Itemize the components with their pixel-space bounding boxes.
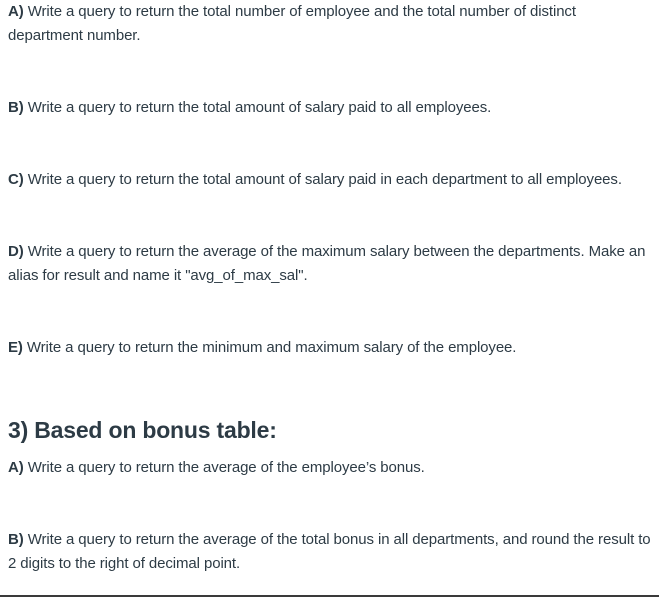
question-text: Write a query to return the minimum and maximum salary of the employee. [22, 339, 517, 356]
question-label: E) [8, 339, 23, 356]
question-label: A) [8, 459, 24, 476]
question-text: Write a query to return the average of the maximum salary between the departments. Make an alias for result and name it "avg_of_max_sal". [8, 243, 646, 284]
question-2c [8, 168, 653, 192]
question-text: Write a query to return the total amount of salary paid to all employees. [23, 99, 492, 116]
question-text: Write a query to return the total amount of salary paid in each department to all employees. [23, 171, 622, 188]
question-3b [8, 528, 653, 576]
question-3a [8, 456, 653, 480]
question-text: Write a query to return the average of the employee’s bonus. [23, 459, 425, 476]
question-2a [8, 0, 653, 48]
question-2b [8, 96, 653, 120]
question-2d [8, 240, 653, 288]
document-body [8, 0, 653, 576]
question-label: C) [8, 171, 24, 188]
question-label: B) [8, 531, 24, 548]
question-2e [8, 336, 653, 360]
question-text: Write a query to return the average of the total bonus in all departments, and round the result to 2 digits to the right of decimal point. [8, 531, 651, 572]
section-heading-bonus: 3) Based on bonus table: [8, 417, 277, 443]
question-label: D) [8, 243, 24, 260]
question-label: A) [8, 3, 24, 20]
question-label: B) [8, 99, 24, 116]
question-text: Write a query to return the total number of employee and the total number of distinct department number. [8, 3, 576, 44]
